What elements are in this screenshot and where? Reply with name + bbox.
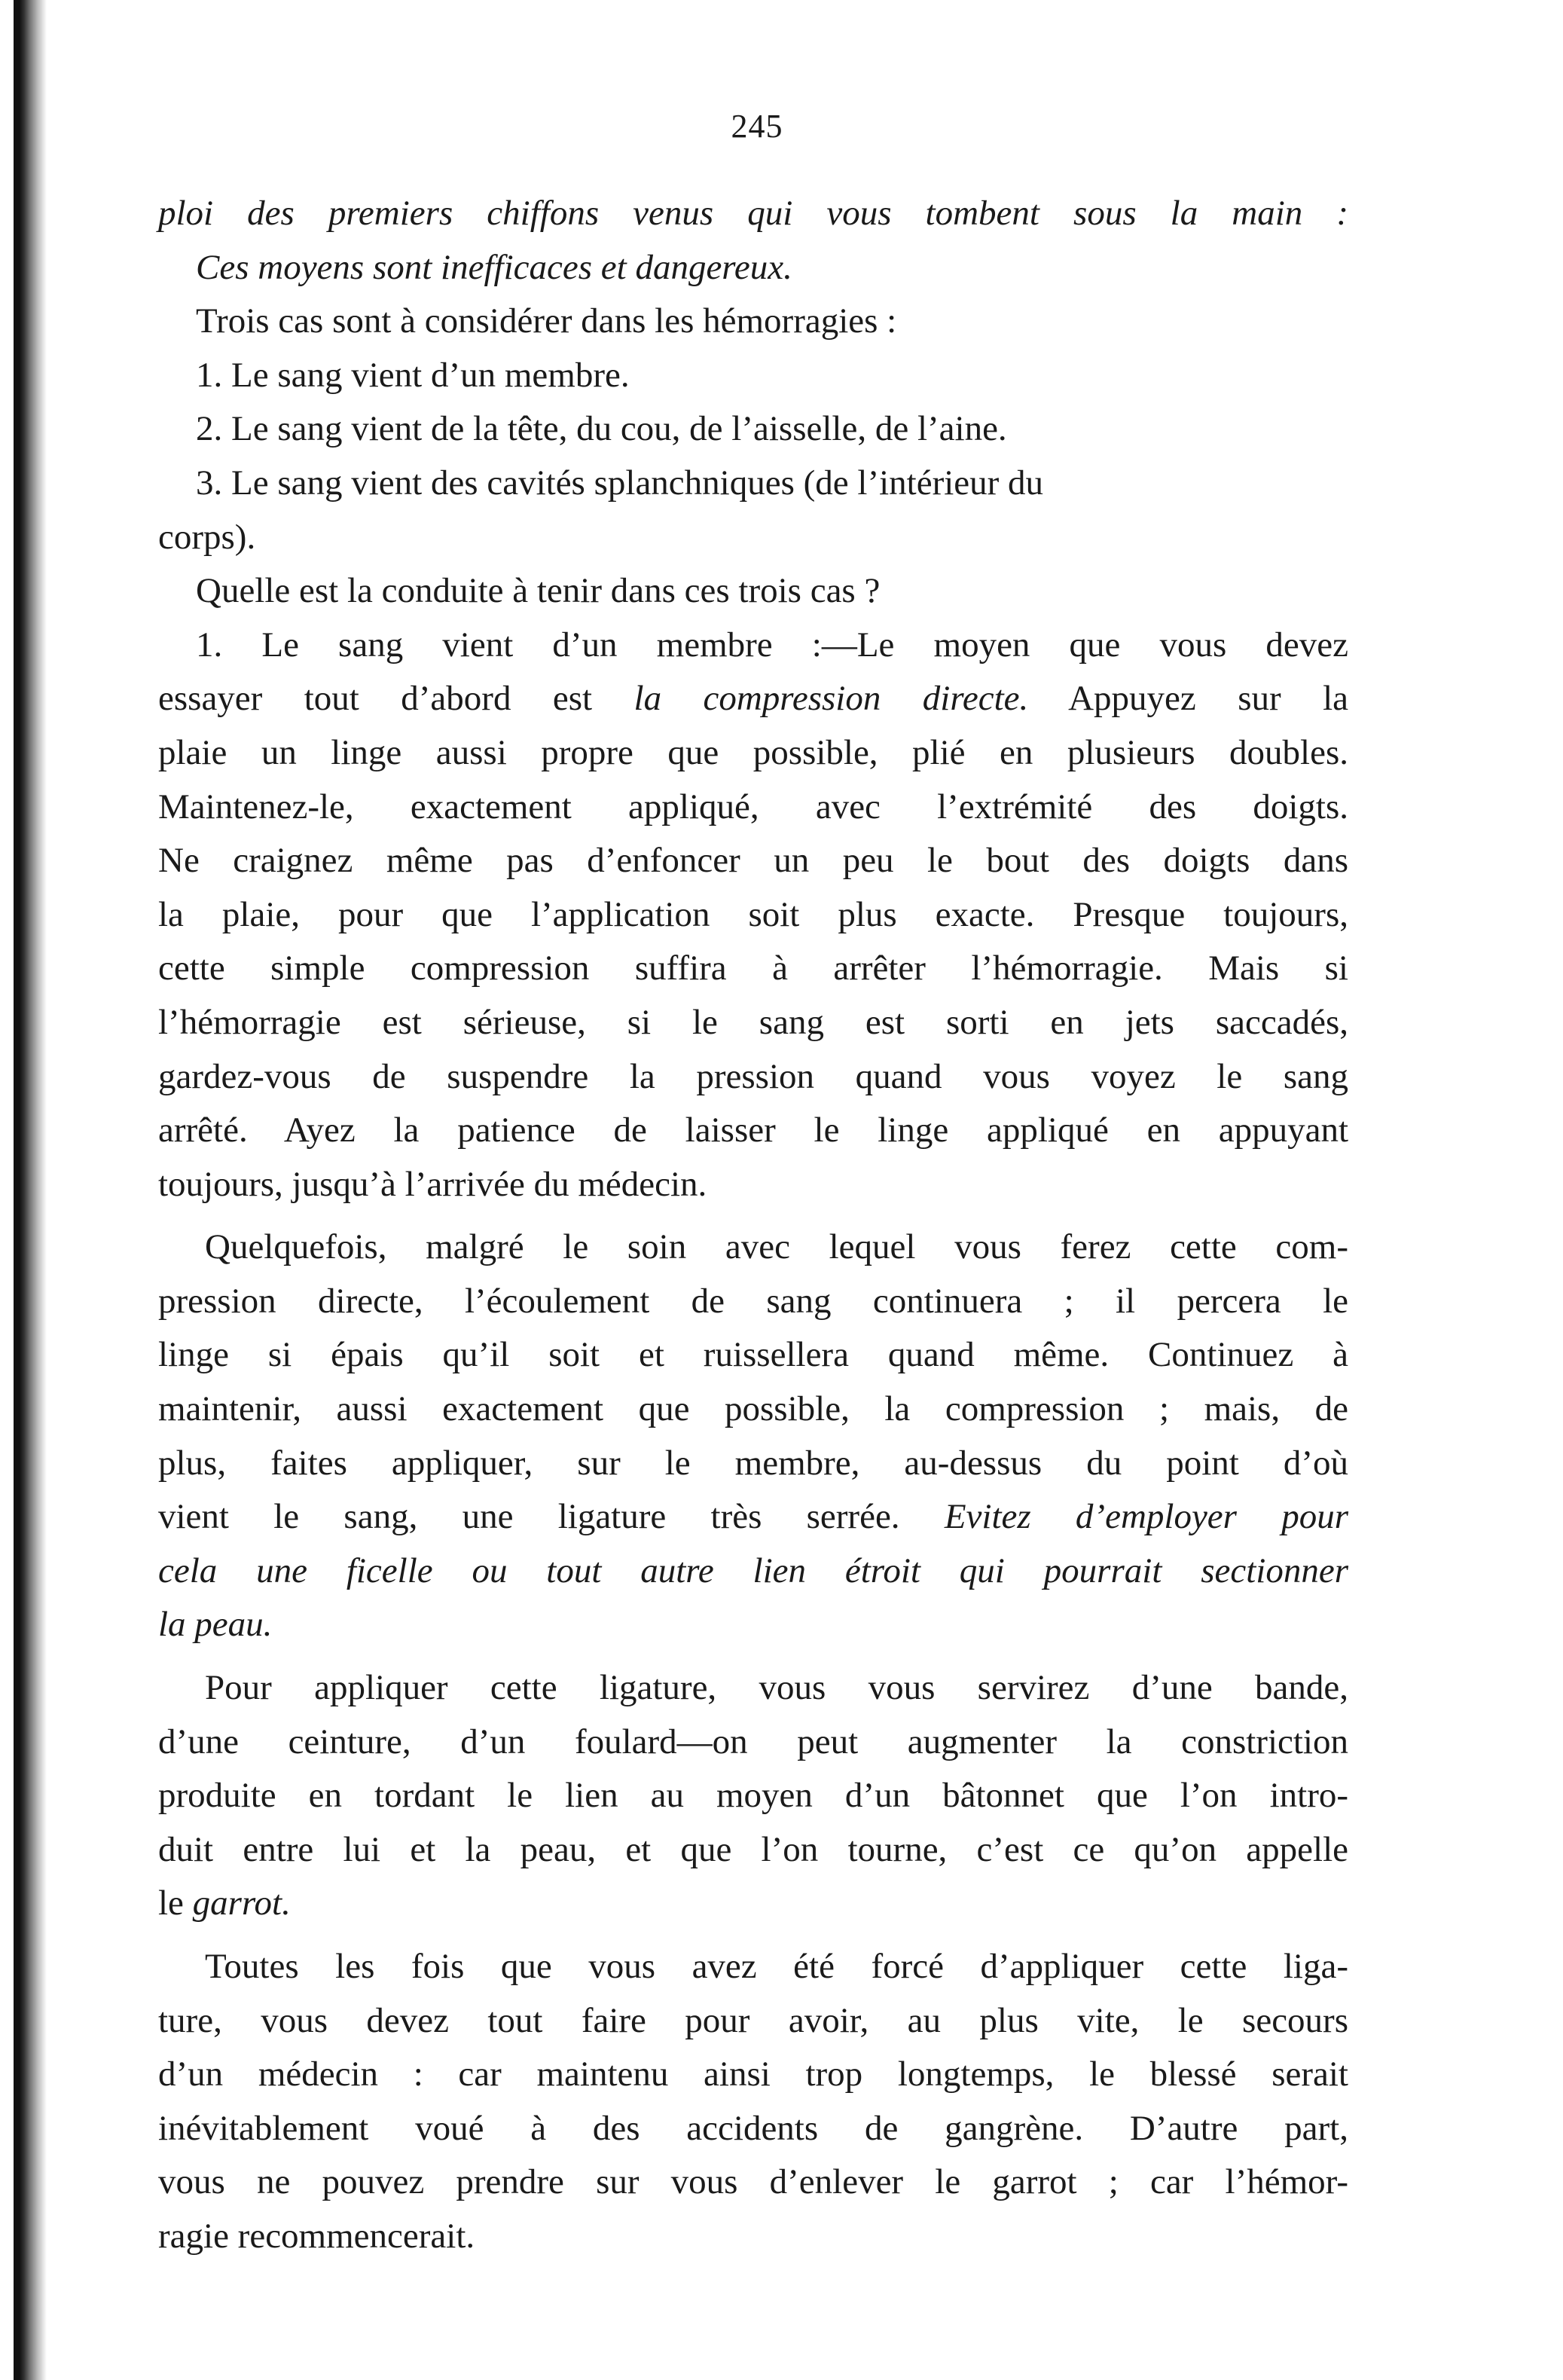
- text-line: [158, 511, 1348, 565]
- text-line: [158, 726, 1348, 781]
- text-run: produite en tordant le lien au moyen d’un bâtonnet que l’on intro-: [158, 1776, 1348, 1816]
- text-line: [158, 2155, 1348, 2210]
- italic-text: Ces moyens sont inefficaces et dangereux.: [196, 247, 792, 287]
- text-run: d’une ceinture, d’un foulard—on peut augmenter la constriction: [158, 1722, 1348, 1761]
- text-line: [158, 996, 1348, 1050]
- italic-text: garrot.: [192, 1884, 291, 1923]
- text-line: [158, 781, 1348, 835]
- text-line: [158, 1661, 1348, 1715]
- text-run: essayer tout d’abord est: [158, 679, 634, 719]
- text-line: [158, 241, 1348, 295]
- paragraph-gap: [158, 1211, 1348, 1221]
- text-run: 3. Le sang vient des cavités splanchniques (de l’intérieur du: [196, 463, 1044, 503]
- text-line: [158, 295, 1348, 349]
- text-run: vient le sang, une ligature très serrée.: [158, 1497, 945, 1537]
- text-line: [158, 1328, 1348, 1382]
- italic-text: la compression directe.: [633, 679, 1029, 719]
- text-line: [158, 349, 1348, 403]
- text-run: cette simple compression suffira à arrêter l’hémorragie. Mais si: [158, 949, 1348, 988]
- text-line: [158, 1544, 1348, 1599]
- text-line: [158, 1050, 1348, 1104]
- text-run: toujours, jusqu’à l’arrivée du médecin.: [158, 1164, 707, 1204]
- text-line: [158, 1769, 1348, 1823]
- page-number: 245: [731, 108, 783, 145]
- text-line: [158, 1823, 1348, 1877]
- text-run: gardez-vous de suspendre la pression quand vous voyez le sang: [158, 1056, 1348, 1096]
- text-run: l’hémorragie est sérieuse, si le sang est sorti en jets saccadés,: [158, 1002, 1348, 1042]
- text-run: le: [158, 1884, 193, 1923]
- text-line: [158, 1877, 1348, 1931]
- italic-text: Evitez d’employer pour: [944, 1497, 1349, 1537]
- text-run: Pour appliquer cette ligature, vous vous servirez d’une bande,: [205, 1668, 1348, 1708]
- text-run: Toutes les fois que vous avez été forcé d’appliquer cette liga-: [205, 1947, 1348, 1986]
- text-line: [158, 1275, 1348, 1329]
- page-body-text: [158, 187, 1348, 2264]
- text-line: [158, 1437, 1348, 1491]
- text-run: d’un médecin : car maintenu ainsi trop longtemps, le blessé serait: [158, 2055, 1348, 2094]
- text-run: arrêté. Ayez la patience de laisser le linge appliqué en appuyant: [158, 1111, 1348, 1150]
- text-run: 1. Le sang vient d’un membre :—Le moyen que vous devez: [196, 625, 1348, 665]
- text-line: [158, 1104, 1348, 1158]
- text-run: Ne craignez même pas d’enfoncer un peu le bout des doigts dans: [158, 841, 1348, 881]
- book-binding-edge: [14, 0, 47, 2380]
- italic-text: cela une ficelle ou tout autre lien étroit qui pourrait sectionner: [158, 1551, 1348, 1590]
- text-line: [158, 457, 1348, 511]
- text-line: [158, 888, 1348, 943]
- text-run: la plaie, pour que l’application soit plus exacte. Presque toujours,: [158, 894, 1348, 934]
- text-run: ture, vous devez tout faire pour avoir, au plus vite, le secours: [158, 2000, 1348, 2040]
- text-run: Quelle est la conduite à tenir dans ces trois cas ?: [196, 571, 881, 611]
- text-line: [158, 1598, 1348, 1652]
- text-run: ragie recommencerait.: [158, 2216, 475, 2256]
- paragraph-gap: [158, 1652, 1348, 1661]
- text-run: inévitablement voué à des accidents de gangrène. D’autre part,: [158, 2108, 1348, 2148]
- text-line: [158, 1221, 1348, 1275]
- italic-text: la peau.: [158, 1605, 273, 1645]
- text-line: [158, 2210, 1348, 2264]
- text-line: [158, 1715, 1348, 1770]
- text-run: Trois cas sont à considérer dans les hémorragies :: [196, 301, 897, 341]
- text-run: 2. Le sang vient de la tête, du cou, de l’aisselle, de l’aine.: [196, 409, 1007, 449]
- italic-text: ploi des premiers chiffons venus qui vous tombent sous la main :: [158, 194, 1348, 233]
- text-line: [158, 1940, 1348, 1994]
- text-line: [158, 1994, 1348, 2049]
- text-run: corps).: [158, 517, 256, 557]
- text-run: plus, faites appliquer, sur le membre, au-dessus du point d’où: [158, 1443, 1348, 1483]
- paragraph-gap: [158, 1931, 1348, 1940]
- text-run: Quelquefois, malgré le soin avec lequel vous ferez cette com-: [205, 1227, 1348, 1267]
- text-line: [158, 187, 1348, 241]
- text-line: [158, 1490, 1348, 1544]
- text-run: vous ne pouvez prendre sur vous d’enlever le garrot ; car l’hémor-: [158, 2162, 1348, 2202]
- text-line: [158, 1382, 1348, 1437]
- text-line: [158, 942, 1348, 996]
- text-line: [158, 619, 1348, 673]
- text-run: pression directe, l’écoulement de sang continuera ; il percera le: [158, 1281, 1348, 1321]
- text-line: [158, 1158, 1348, 1212]
- text-line: [158, 402, 1348, 457]
- text-run: Maintenez-le, exactement appliqué, avec l’extrémité des doigts.: [158, 787, 1348, 826]
- text-line: [158, 672, 1348, 726]
- text-line: [158, 564, 1348, 619]
- text-run: linge si épais qu’il soit et ruissellera quand même. Continuez à: [158, 1335, 1348, 1375]
- text-run: 1. Le sang vient d’un membre.: [196, 355, 630, 395]
- text-run: maintenir, aussi exactement que possible, la compression ; mais, de: [158, 1389, 1348, 1429]
- text-run: plaie un linge aussi propre que possible, plié en plusieurs doubles.: [158, 732, 1348, 772]
- text-run: duit entre lui et la peau, et que l’on tourne, c’est ce qu’on appelle: [158, 1829, 1348, 1869]
- text-line: [158, 834, 1348, 888]
- text-line: [158, 2102, 1348, 2156]
- text-line: [158, 2048, 1348, 2102]
- text-run: Appuyez sur la: [1028, 679, 1348, 719]
